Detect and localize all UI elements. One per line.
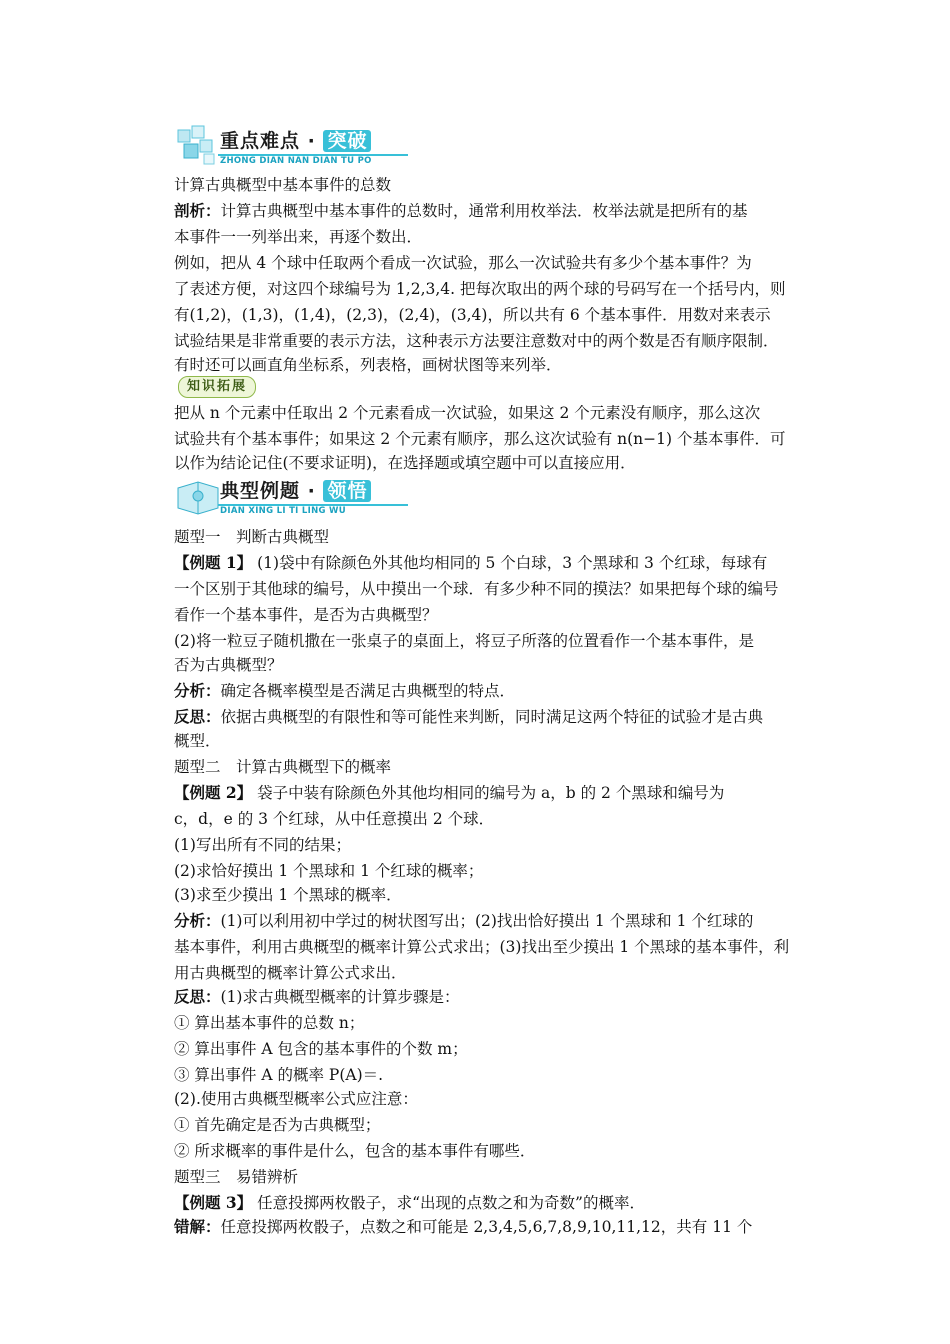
book-icon [174, 474, 224, 520]
text-line: ① 算出基本事件的总数 n； [174, 1014, 365, 1032]
text-line: 看作一个基本事件，是否为古典概型？ [174, 606, 438, 624]
text-line: 否为古典概型？ [174, 656, 283, 674]
text-line: 试验结果是非常重要的表示方法，这种表示方法要注意数对中的两个数是否有顺序限制． [174, 332, 779, 350]
banner-subtitle: DIAN XING LI TI LING WU [220, 506, 346, 516]
text-line: 了表述方便，对这四个球编号为 1,2,3,4. 把每次取出的两个球的号码写在一个括号内，则 [174, 280, 786, 298]
text-line: 概型． [174, 732, 221, 750]
banner-title: 典型例题 · 领悟 [220, 478, 371, 504]
text-line: 把从 n 个元素中任取出 2 个元素看成一次试验，如果这 2 个元素没有顺序，那么这次 [174, 404, 761, 422]
text-line: 反思：(1)求古典概型概率的计算步骤是： [174, 987, 460, 1006]
text-line: (2).使用古典概型概率公式应注意： [174, 1090, 418, 1108]
text-line: 【例题 2】 袋子中装有除颜色外其他均相同的编号为 a，b 的 2 个黑球和编号为 [174, 783, 725, 802]
text-line: 基本事件，利用古典概型的概率计算公式求出；(3)找出至少摸出 1 个黑球的基本事件，利 [174, 938, 790, 956]
section-banner-key-difficulties [174, 124, 414, 174]
text-line: 分析：确定各概率模型是否满足古典概型的特点． [174, 681, 516, 700]
text-line: 用古典概型的概率计算公式求出． [174, 964, 407, 982]
text-line: ② 算出事件 A 包含的基本事件的个数 m； [174, 1040, 468, 1058]
text-line: 计算古典概型中基本事件的总数 [174, 176, 392, 194]
text-line: 【例题 1】 (1)袋中有除颜色外其他均相同的 5 个白球，3 个黑球和 3 个红球，每球有 [174, 553, 768, 572]
knowledge-extension-badge: 知识拓展 [178, 376, 256, 398]
text-line: (3)求至少摸出 1 个黑球的概率． [174, 886, 402, 904]
text-line: 有(1,2)，(1,3)，(1,4)，(2,3)，(2,4)，(3,4)，所以共有 6 个基本事件．用数对来表示 [174, 306, 771, 324]
text-line: ① 首先确定是否为古典概型； [174, 1116, 381, 1134]
text-line: 分析：(1)可以利用初中学过的树状图写出；(2)找出恰好摸出 1 个黑球和 1 个红球的 [174, 911, 754, 930]
text-line: 例如，把从 4 个球中任取两个看成一次试验，那么一次试验共有多少个基本事件？为 [174, 254, 752, 272]
text-line: 剖析：计算古典概型中基本事件的总数时，通常利用枚举法．枚举法就是把所有的基 [174, 201, 748, 220]
text-line: 本事件一一列举出来，再逐个数出． [174, 228, 423, 246]
cubes-icon [174, 124, 224, 170]
text-line: c，d，e 的 3 个红球，从中任意摸出 2 个球． [174, 810, 495, 828]
section-banner-typical-examples [174, 474, 414, 524]
text-line: (2)将一粒豆子随机撒在一张桌子的桌面上，将豆子所落的位置看作一个基本事件，是 [174, 632, 754, 650]
text-line: 错解：任意投掷两枚骰子，点数之和可能是 2,3,4,5,6,7,8,9,10,11,12，共有 11 个 [174, 1217, 753, 1236]
text-line: 【例题 3】 任意投掷两枚骰子，求“出现的点数之和为奇数”的概率． [174, 1193, 645, 1212]
banner-title: 重点难点 · 突破 [220, 128, 371, 154]
section-heading: 题型一 判断古典概型 [174, 528, 330, 546]
text-line: 以作为结论记住(不要求证明)，在选择题或填空题中可以直接应用． [174, 454, 636, 472]
section-heading: 题型二 计算古典概型下的概率 [174, 758, 392, 776]
text-line: ③ 算出事件 A 的概率 P(A)＝. [174, 1066, 384, 1084]
text-line: (2)求恰好摸出 1 个黑球和 1 个红球的概率； [174, 862, 484, 880]
text-line: (1)写出所有不同的结果； [174, 836, 351, 854]
banner-subtitle: ZHONG DIAN NAN DIAN TU PO [220, 156, 372, 166]
text-line: 试验共有个基本事件；如果这 2 个元素有顺序，那么这次试验有 n(n−1) 个基本事件．可 [174, 430, 786, 448]
section-heading: 题型三 易错辨析 [174, 1168, 299, 1186]
text-line: 反思：依据古典概型的有限性和等可能性来判断，同时满足这两个特征的试验才是古典 [174, 707, 764, 726]
text-line: ② 所求概率的事件是什么，包含的基本事件有哪些． [174, 1142, 536, 1160]
text-line: 有时还可以画直角坐标系，列表格，画树状图等来列举． [174, 356, 562, 374]
text-line: 一个区别于其他球的编号，从中摸出一个球．有多少种不同的摸法？如果把每个球的编号 [174, 580, 779, 598]
